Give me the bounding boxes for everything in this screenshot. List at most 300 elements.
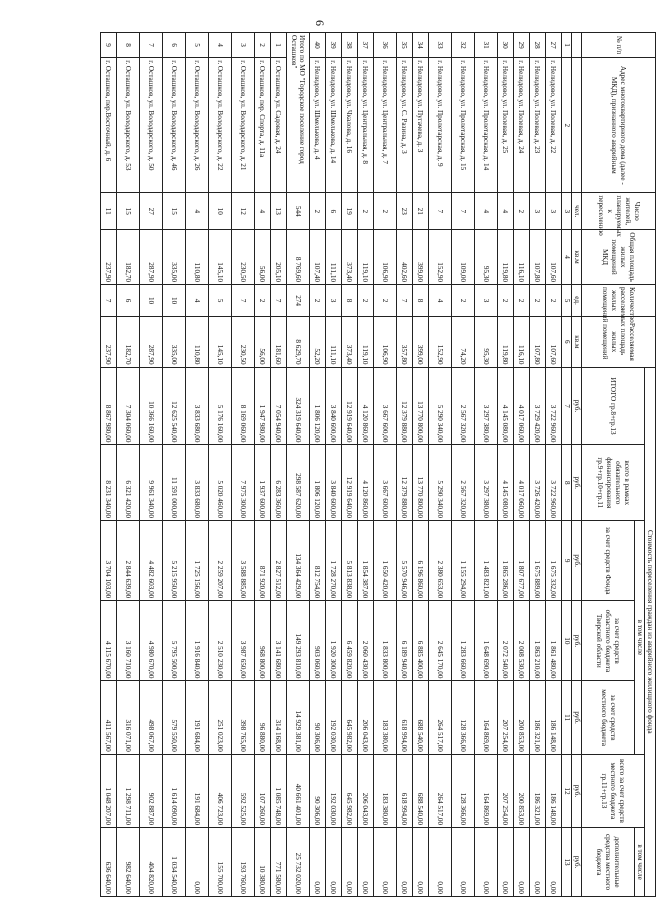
row-local-total: 1 085 748,00 <box>271 754 287 827</box>
row-count: 2 <box>452 285 475 317</box>
row-total: 3 667 600,00 <box>374 367 397 445</box>
table-row <box>452 33 475 897</box>
row-oblast: 1 863 210,00 <box>530 601 546 681</box>
row-count: 2 <box>498 285 514 317</box>
rotated-table-page <box>104 32 656 897</box>
row-oblast: 3 160 710,00 <box>117 601 140 681</box>
row-settled-area: 119,10 <box>358 317 374 367</box>
row-address: г. Нелидово, ул. С. Разина, д. 3 <box>397 58 413 193</box>
row-residents: 15 <box>163 193 186 230</box>
row-number: 28 <box>530 33 546 58</box>
row-residents: 12 <box>232 193 255 230</box>
row-settled-area: 111,10 <box>326 317 342 367</box>
row-total: 12 625 540,00 <box>163 367 186 445</box>
row-count: 2 <box>358 285 374 317</box>
table-row <box>358 33 374 897</box>
row-extra: 155 700,00 <box>209 828 232 897</box>
row-area: 205,10 <box>271 230 287 285</box>
row-area: 116,10 <box>514 230 530 285</box>
row-mandatory: 4 017 060,00 <box>514 445 530 521</box>
row-count: 4 <box>429 285 452 317</box>
row-local: 191 684,00 <box>186 681 209 754</box>
row-oblast: 1 833 800,00 <box>374 601 397 681</box>
header-extra: дополнительные средства местного бюджета <box>582 828 635 897</box>
header-oblast: за счет средств областного бюджета Тверской области <box>582 601 635 681</box>
row-count: 2 <box>514 285 530 317</box>
row-area: 119,10 <box>358 230 374 285</box>
row-oblast: 1 861 480,00 <box>546 601 562 681</box>
row-oblast: 4 980 670,00 <box>140 601 163 681</box>
row-address: г. Нелидово, ул. Центральная, д. 7 <box>374 58 397 193</box>
header-total: ИТОГО гр.8+гр.13 <box>582 367 645 445</box>
row-total: 3 297 380,00 <box>475 367 498 445</box>
row-address: г. Осташков, ул. Садовая, д. 24 <box>271 58 287 193</box>
header-in-that-2: в том числе <box>635 828 645 897</box>
total-local-total: 40 661 401,00 <box>287 754 310 827</box>
row-total: 2 567 320,00 <box>452 367 475 445</box>
row-address: г. Осташков, ул. Володарского, д. 21 <box>232 58 255 193</box>
row-residents: 7 <box>452 193 475 230</box>
row-settled-area: 107,80 <box>530 317 546 367</box>
row-mandatory: 8 231 340,00 <box>101 445 117 521</box>
row-mandatory: 13 770 800,00 <box>413 445 429 521</box>
row-total: 10 366 160,00 <box>140 367 163 445</box>
row-count: 3 <box>326 285 342 317</box>
row-count: 10 <box>140 285 163 317</box>
row-local: 398 765,00 <box>232 681 255 754</box>
row-count: 4 <box>186 285 209 317</box>
row-residents: 2 <box>310 193 326 230</box>
row-area: 107,80 <box>530 230 546 285</box>
header-fund: за счет средств Фонда <box>582 521 635 601</box>
row-total: 5 290 340,00 <box>429 367 452 445</box>
row-extra: 0,00 <box>186 828 209 897</box>
total-settled-area: 8 629,70 <box>287 317 310 367</box>
header-settled-area: Расселяемая площадь жилых помещений <box>582 317 656 367</box>
row-count: 7 <box>232 285 255 317</box>
table-row <box>498 33 514 897</box>
column-number-cell: 2 <box>562 58 572 193</box>
row-mandatory: 12 919 640,00 <box>342 445 358 521</box>
column-number-cell: 6 <box>562 317 572 367</box>
row-mandatory: 7 975 300,00 <box>232 445 255 521</box>
row-number: 36 <box>374 33 397 58</box>
row-local-total: 183 380,00 <box>374 754 397 827</box>
row-local: 645 982,00 <box>342 681 358 754</box>
row-settled-area: 181,60 <box>271 317 287 367</box>
table-row <box>271 33 287 897</box>
row-area: 373,40 <box>342 230 358 285</box>
row-extra: 0,00 <box>413 828 429 897</box>
row-total: 8 867 980,00 <box>101 367 117 445</box>
row-address: г. Нелидово, ул. Шмелькова, д. 14 <box>326 58 342 193</box>
column-number-cell: 7 <box>562 367 572 445</box>
total-area: 8 769,60 <box>287 230 310 285</box>
unit-cell: ед. <box>572 285 582 317</box>
row-address: г. Осташков, пер.Восточный, д. 6 <box>101 58 117 193</box>
table-row <box>374 33 397 897</box>
table-row <box>255 33 271 897</box>
row-local-total: 192 030,00 <box>326 754 342 827</box>
row-number: 4 <box>209 33 232 58</box>
row-area: 152,90 <box>429 230 452 285</box>
row-area: 230,50 <box>232 230 255 285</box>
header-no: № п/п <box>582 33 656 58</box>
unit-cell <box>572 58 582 193</box>
row-total: 7 304 060,00 <box>117 367 140 445</box>
row-extra: 636 640,00 <box>101 828 117 897</box>
total-row <box>287 33 310 897</box>
row-settled-area: 56,00 <box>255 317 271 367</box>
row-number: 33 <box>429 33 452 58</box>
row-count: 2 <box>546 285 562 317</box>
row-number: 6 <box>163 33 186 58</box>
row-count: 2 <box>530 285 546 317</box>
row-fund: 2 844 639,00 <box>117 521 140 601</box>
table-body-ostashkov <box>101 33 287 897</box>
row-fund: 1 865 286,00 <box>498 521 514 601</box>
row-settled-area: 74,20 <box>452 317 475 367</box>
header-area: Общая площадь жилых помещений МКД <box>582 230 656 285</box>
row-count: 2 <box>310 285 326 317</box>
unit-cell: руб. <box>572 754 582 827</box>
row-oblast: 6 459 820,00 <box>342 601 358 681</box>
row-extra: 0,00 <box>514 828 530 897</box>
row-residents: 4 <box>186 193 209 230</box>
row-total: 13 770 800,00 <box>413 367 429 445</box>
row-fund: 5 813 838,00 <box>342 521 358 601</box>
table-row <box>397 33 413 897</box>
row-fund: 3 704 103,00 <box>101 521 117 601</box>
row-mandatory: 1 937 600,00 <box>255 445 271 521</box>
row-number: 40 <box>310 33 326 58</box>
row-local-total: 200 853,00 <box>514 754 530 827</box>
row-settled-area: 373,40 <box>342 317 358 367</box>
row-mandatory: 3 840 600,00 <box>326 445 342 521</box>
row-oblast: 968 800,00 <box>255 601 271 681</box>
row-local-total: 592 525,00 <box>232 754 255 827</box>
column-number-cell: 1 <box>562 33 572 58</box>
row-fund: 6 196 860,00 <box>413 521 429 601</box>
row-number: 9 <box>101 33 117 58</box>
row-local-total: 206 043,00 <box>358 754 374 827</box>
row-oblast: 1 920 300,00 <box>326 601 342 681</box>
row-fund: 1 854 387,00 <box>358 521 374 601</box>
row-address: г. Нелидово, ул. Полевая, д. 24 <box>514 58 530 193</box>
row-area: 110,80 <box>186 230 209 285</box>
row-extra: 0,00 <box>342 828 358 897</box>
row-residents: 23 <box>397 193 413 230</box>
table-row <box>514 33 530 897</box>
row-oblast: 6 885 400,00 <box>413 601 429 681</box>
table-row <box>429 33 452 897</box>
row-count: 7 <box>101 285 117 317</box>
row-number: 8 <box>117 33 140 58</box>
table-row <box>117 33 140 897</box>
total-local: 14 929 381,00 <box>287 681 310 754</box>
row-extra: 0,00 <box>530 828 546 897</box>
row-number: 29 <box>514 33 530 58</box>
row-local-total: 186 148,00 <box>546 754 562 827</box>
row-extra: 0,00 <box>429 828 452 897</box>
total-fund: 134 364 429,00 <box>287 521 310 601</box>
column-number-cell: 5 <box>562 285 572 317</box>
row-local: 579 550,00 <box>163 681 186 754</box>
row-local: 207 254,00 <box>498 681 514 754</box>
row-extra: 0,00 <box>374 828 397 897</box>
row-settled-area: 230,50 <box>232 317 255 367</box>
header-residents: Число жителей, планируемых к переселению <box>582 193 656 230</box>
row-count: 5 <box>209 285 232 317</box>
row-mandatory: 5 020 460,00 <box>209 445 232 521</box>
row-fund: 1 675 889,00 <box>530 521 546 601</box>
row-extra: 0,00 <box>546 828 562 897</box>
unit-cell: руб. <box>572 828 582 897</box>
table-row <box>413 33 429 897</box>
row-total: 4 120 860,00 <box>358 367 374 445</box>
row-local-total: 1 048 207,00 <box>101 754 117 827</box>
row-count: 6 <box>117 285 140 317</box>
table-row <box>101 33 117 897</box>
row-settled-area: 116,10 <box>514 317 530 367</box>
row-fund: 1 650 420,00 <box>374 521 397 601</box>
row-extra: 0,00 <box>326 828 342 897</box>
row-oblast: 2 510 230,00 <box>209 601 232 681</box>
row-area: 56,00 <box>255 230 271 285</box>
row-settled-area: 106,90 <box>374 317 397 367</box>
row-fund: 1 728 270,00 <box>326 521 342 601</box>
row-local: 314 168,00 <box>271 681 287 754</box>
row-number: 2 <box>255 33 271 58</box>
row-count: 2 <box>255 285 271 317</box>
row-total: 12 919 640,00 <box>342 367 358 445</box>
row-local: 264 517,00 <box>429 681 452 754</box>
row-residents: 2 <box>358 193 374 230</box>
row-local: 688 540,00 <box>413 681 429 754</box>
row-local: 251 023,00 <box>209 681 232 754</box>
row-count: 2 <box>374 285 397 317</box>
row-address: г. Осташков, ул. Володарского, д. 50 <box>140 58 163 193</box>
unit-cell: руб. <box>572 367 582 445</box>
row-residents: 3 <box>530 193 546 230</box>
row-total: 3 729 420,00 <box>530 367 546 445</box>
row-extra: 0,00 <box>452 828 475 897</box>
row-extra: 0,00 <box>498 828 514 897</box>
row-fund: 2 380 653,00 <box>429 521 452 601</box>
row-local: 186 148,00 <box>546 681 562 754</box>
row-area: 107,60 <box>546 230 562 285</box>
column-number-cell: 13 <box>562 828 572 897</box>
row-residents: 7 <box>429 193 452 230</box>
row-fund: 4 482 603,00 <box>140 521 163 601</box>
row-area: 335,00 <box>163 230 186 285</box>
row-local-total: 406 723,00 <box>209 754 232 827</box>
column-number-cell: 12 <box>562 754 572 827</box>
row-mandatory: 3 726 420,00 <box>530 445 546 521</box>
row-settled-area: 110,80 <box>186 317 209 367</box>
row-oblast: 3 987 650,00 <box>232 601 255 681</box>
row-residents: 27 <box>140 193 163 230</box>
row-address: г. Нелидово, ул. Полевая, д. 22 <box>546 58 562 193</box>
row-mandatory: 5 290 340,00 <box>429 445 452 521</box>
resettlement-table <box>100 32 656 897</box>
row-area: 107,40 <box>310 230 326 285</box>
row-local: 128 366,00 <box>452 681 475 754</box>
row-local: 183 380,00 <box>374 681 397 754</box>
column-number-cell: 8 <box>562 445 572 521</box>
row-number: 5 <box>186 33 209 58</box>
table-row <box>326 33 342 897</box>
row-local-total: 264 517,00 <box>429 754 452 827</box>
row-residents: 6 <box>326 193 342 230</box>
row-local-total: 191 684,00 <box>186 754 209 827</box>
table-row <box>475 33 498 897</box>
row-residents: 21 <box>413 193 429 230</box>
row-mandatory: 11 591 000,00 <box>163 445 186 521</box>
row-mandatory: 6 321 420,00 <box>117 445 140 521</box>
unit-cell: чел. <box>572 193 582 230</box>
header-address: Адрес многоквартирного дома (далее - МКД), признанного аварийным <box>582 58 656 193</box>
row-settled-area: 237,90 <box>101 317 117 367</box>
row-mandatory: 3 297 380,00 <box>475 445 498 521</box>
row-oblast: 1 916 840,00 <box>186 601 209 681</box>
row-area: 95,30 <box>475 230 498 285</box>
header-mandatory: всего в рамках обязательного финансирования гр.9+гр.10+гр.11 <box>582 445 645 521</box>
row-fund: 1 483 821,00 <box>475 521 498 601</box>
row-local: 498 067,00 <box>140 681 163 754</box>
row-number: 30 <box>498 33 514 58</box>
unit-cell: руб. <box>572 681 582 754</box>
column-number-cell: 3 <box>562 193 572 230</box>
row-residents: 2 <box>374 193 397 230</box>
row-extra: 0,00 <box>475 828 498 897</box>
row-area: 106,90 <box>374 230 397 285</box>
row-address: г. Осташков, ул. Володарского, д. 46 <box>163 58 186 193</box>
row-settled-area: 145,10 <box>209 317 232 367</box>
row-extra: 10 380,00 <box>255 828 271 897</box>
table-row <box>530 33 546 897</box>
row-count: 8 <box>342 285 358 317</box>
row-mandatory: 4 145 080,00 <box>498 445 514 521</box>
row-extra: 982 640,00 <box>117 828 140 897</box>
row-area: 182,70 <box>117 230 140 285</box>
row-mandatory: 3 833 680,00 <box>186 445 209 521</box>
row-count: 7 <box>397 285 413 317</box>
row-residents: 10 <box>209 193 232 230</box>
row-mandatory: 2 567 320,00 <box>452 445 475 521</box>
unit-cell: руб. <box>572 521 582 601</box>
row-residents: 4 <box>255 193 271 230</box>
row-local-total: 107 260,00 <box>255 754 271 827</box>
table-row <box>163 33 186 897</box>
row-address: г. Нелидово, ул. Пугачева, д. 3 <box>413 58 429 193</box>
row-area: 111,10 <box>326 230 342 285</box>
row-oblast: 2 008 530,00 <box>514 601 530 681</box>
row-extra: 771 580,00 <box>271 828 287 897</box>
row-local: 96 880,00 <box>255 681 271 754</box>
column-numbers-row <box>562 33 572 897</box>
row-count: 8 <box>413 285 429 317</box>
row-number: 34 <box>413 33 429 58</box>
row-total: 3 833 680,00 <box>186 367 209 445</box>
row-local: 186 321,00 <box>530 681 546 754</box>
row-number: 38 <box>342 33 358 58</box>
unit-cell: руб. <box>572 445 582 521</box>
header-in-that: в том числе <box>635 521 645 755</box>
row-fund: 1 155 294,00 <box>452 521 475 601</box>
row-local-total: 90 306,00 <box>310 754 326 827</box>
row-address: г. Нелидово, ул. Чкалова, д. 16 <box>342 58 358 193</box>
row-residents: 19 <box>342 193 358 230</box>
row-address: г. Нелидово, ул. Полевая, д. 23 <box>530 58 546 193</box>
row-fund: 871 920,00 <box>255 521 271 601</box>
row-local: 90 306,00 <box>310 681 326 754</box>
row-oblast: 903 060,00 <box>310 601 326 681</box>
header-count: Количество расселяемых жилых помещений <box>582 285 656 317</box>
row-local: 411 567,00 <box>101 681 117 754</box>
row-number: 1 <box>271 33 287 58</box>
row-oblast: 6 189 940,00 <box>397 601 413 681</box>
row-fund: 1 675 332,00 <box>546 521 562 601</box>
row-fund: 3 588 885,00 <box>232 521 255 601</box>
row-total: 4 017 060,00 <box>514 367 530 445</box>
row-number: 32 <box>452 33 475 58</box>
row-area: 399,00 <box>413 230 429 285</box>
row-address: г. Осташков, ул. Володарского, д. 22 <box>209 58 232 193</box>
total-count: 274 <box>287 285 310 317</box>
table-row <box>232 33 255 897</box>
row-local: 200 853,00 <box>514 681 530 754</box>
row-mandatory: 1 806 120,00 <box>310 445 326 521</box>
row-address: г. Осташков, пер. Спорта, д. 11а <box>255 58 271 193</box>
row-number: 3 <box>232 33 255 58</box>
unit-cell: кв.м <box>572 317 582 367</box>
row-mandatory: 4 120 860,00 <box>358 445 374 521</box>
column-number-cell: 10 <box>562 601 572 681</box>
row-extra: 0,00 <box>310 828 326 897</box>
header-local-total: всего за счет средств местного бюджета гр.11+гр.13 <box>582 754 645 827</box>
row-oblast: 2 645 170,00 <box>429 601 452 681</box>
row-address: г. Нелидово, ул. Пролетарская, д. 9 <box>429 58 452 193</box>
row-area: 109,00 <box>452 230 475 285</box>
row-fund: 5 570 946,00 <box>397 521 413 601</box>
total-oblast: 149 293 810,00 <box>287 601 310 681</box>
row-total: 1 947 980,00 <box>255 367 271 445</box>
table-row <box>186 33 209 897</box>
row-address: г. Нелидово, ул. Пролетарская, д. 14 <box>475 58 498 193</box>
row-address: г. Нелидово, ул. Центральная, д. 8 <box>358 58 374 193</box>
row-residents: 2 <box>514 193 530 230</box>
row-address: г. Осташков, ул. Володарского, д. 53 <box>117 58 140 193</box>
row-local-total: 128 366,00 <box>452 754 475 827</box>
row-area: 287,90 <box>140 230 163 285</box>
row-total: 7 054 940,00 <box>271 367 287 445</box>
row-fund: 1 725 156,00 <box>186 521 209 601</box>
row-local-total: 1 614 090,00 <box>163 754 186 827</box>
row-local-total: 207 254,00 <box>498 754 514 827</box>
row-oblast: 3 141 680,00 <box>271 601 287 681</box>
column-number-cell: 11 <box>562 681 572 754</box>
row-residents: 4 <box>498 193 514 230</box>
row-total: 3 840 600,00 <box>326 367 342 445</box>
row-local-total: 1 298 711,00 <box>117 754 140 827</box>
row-extra: 0,00 <box>358 828 374 897</box>
row-fund: 2 827 512,00 <box>271 521 287 601</box>
total-sum: 324 319 640,00 <box>287 367 310 445</box>
row-settled-area: 357,80 <box>397 317 413 367</box>
row-total: 3 722 960,00 <box>546 367 562 445</box>
row-oblast: 2 060 430,00 <box>358 601 374 681</box>
